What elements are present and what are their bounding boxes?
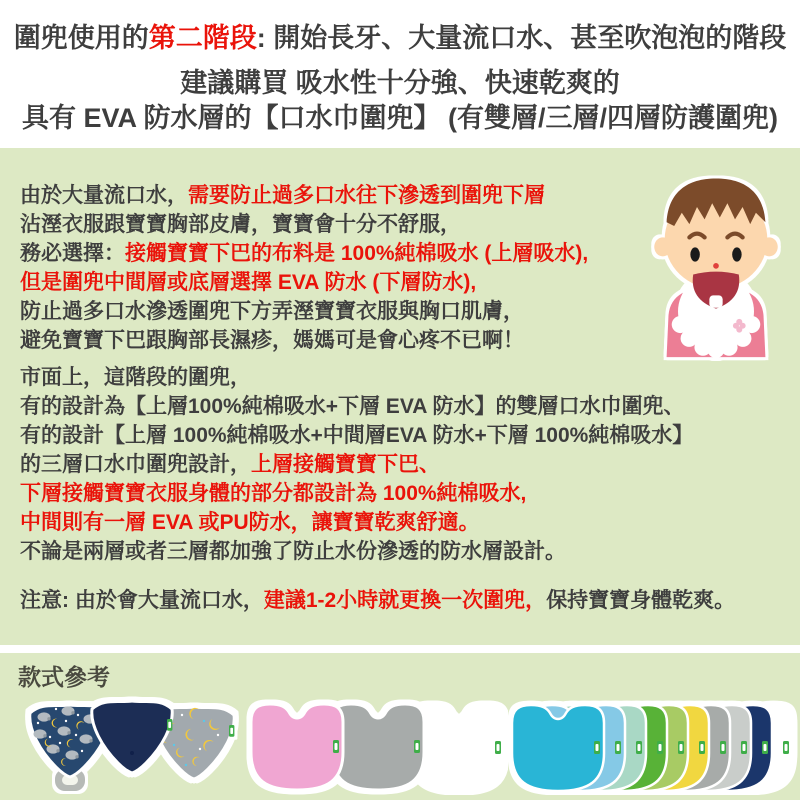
text-line [0,450,780,479]
baby-nose [713,263,719,269]
baby-eye [690,247,700,261]
bandana-bib-solid [92,701,173,773]
text-segment-red: 但是圍兜中間層或底層選擇 EVA 防水 (下層防水), [20,271,477,294]
text-segment: 避免寶寶下巴跟胸部長濕疹，媽媽可是會心疼不已啊！ [20,329,524,352]
classic-bib-white [413,705,505,791]
note-line [0,586,780,615]
text-segment: 不論是兩層或者三層都加強了防止水份滲透的防水層設計。 [20,540,566,563]
text-segment: 由於大量流口水， [20,184,188,207]
classic-bib-gray [332,704,424,790]
text-segment: 市面上，這階段的圍兜， [20,366,251,389]
fan-bib [512,705,604,791]
text-segment-red: 上層接觸寶寶下巴、 [251,453,440,476]
text-segment-red: 需要防止過多口水往下滲透到圍兜下層 [188,184,545,207]
header-line-2 [0,61,800,100]
text-line [0,537,780,566]
text-segment: 沾溼衣服跟寶寶胸部皮膚，寶寶會十分不舒服， [20,213,461,236]
text-segment-red: 下層接觸寶寶衣服身體的部分都設計為 100%純棉吸水, [20,482,527,505]
text-segment: 的三層口水巾圍兜設計， [20,453,251,476]
text-line [0,421,780,450]
header-text: 具有 EVA 防水層的【口水巾圍兜】 (有雙層/三層/四層防護圍兜) [22,103,778,133]
info-panel [0,148,800,645]
text-line [0,363,780,392]
text-segment: 有的設計為【上層100%純棉吸水+下層 EVA 防水】的雙層口水巾圍兜、 [20,395,685,418]
baby-tooth [709,295,722,307]
text-line [0,392,780,421]
classic-bib-pink [251,704,343,790]
header-text: 建議購買 吸水性十分強、快速乾爽的 [180,68,620,98]
text-segment: 注意: 由於會大量流口水， [20,589,264,612]
header-stage-highlight: 第二階段 [148,23,257,53]
baby-illustration [640,168,792,360]
styles-panel [0,653,800,800]
text-segment-red: 中間則有一層 EVA 或PU防水，讓寶寶乾爽舒適。 [20,511,480,534]
styles-section-title: 款式參考 [18,664,110,690]
text-line [0,508,780,537]
text-segment-red: 接觸寶寶下巴的布料是 100%純棉吸水 (上層吸水), [125,242,589,265]
text-line [0,586,780,615]
header-line-3 [0,96,800,135]
text-segment: 保持寶寶身體乾爽。 [546,589,736,612]
bandana-bib-set-image [26,695,240,799]
paragraph-market-designs [0,363,780,566]
text-segment: 防止過多口水滲透圍兜下方弄溼寶寶衣服與胸口肌膚， [20,300,524,323]
text-segment: 有的設計【上層 100%純棉吸水+中間層EVA 防水+下層 100%純棉吸水】 [20,424,694,447]
text-line [0,479,780,508]
classic-bib-set-image [247,700,505,792]
header-text: 圍兜使用的 [13,23,149,53]
text-segment: 務必選擇： [20,242,125,265]
header-text: : 開始長牙、大量流口水、甚至吹泡泡的階段 [256,23,787,53]
header-line-1 [0,16,800,55]
baby-eye [732,247,742,261]
fan-bib-set-image [508,700,796,792]
text-segment-red: 建議1-2小時就更換一次圍兜， [263,589,547,612]
